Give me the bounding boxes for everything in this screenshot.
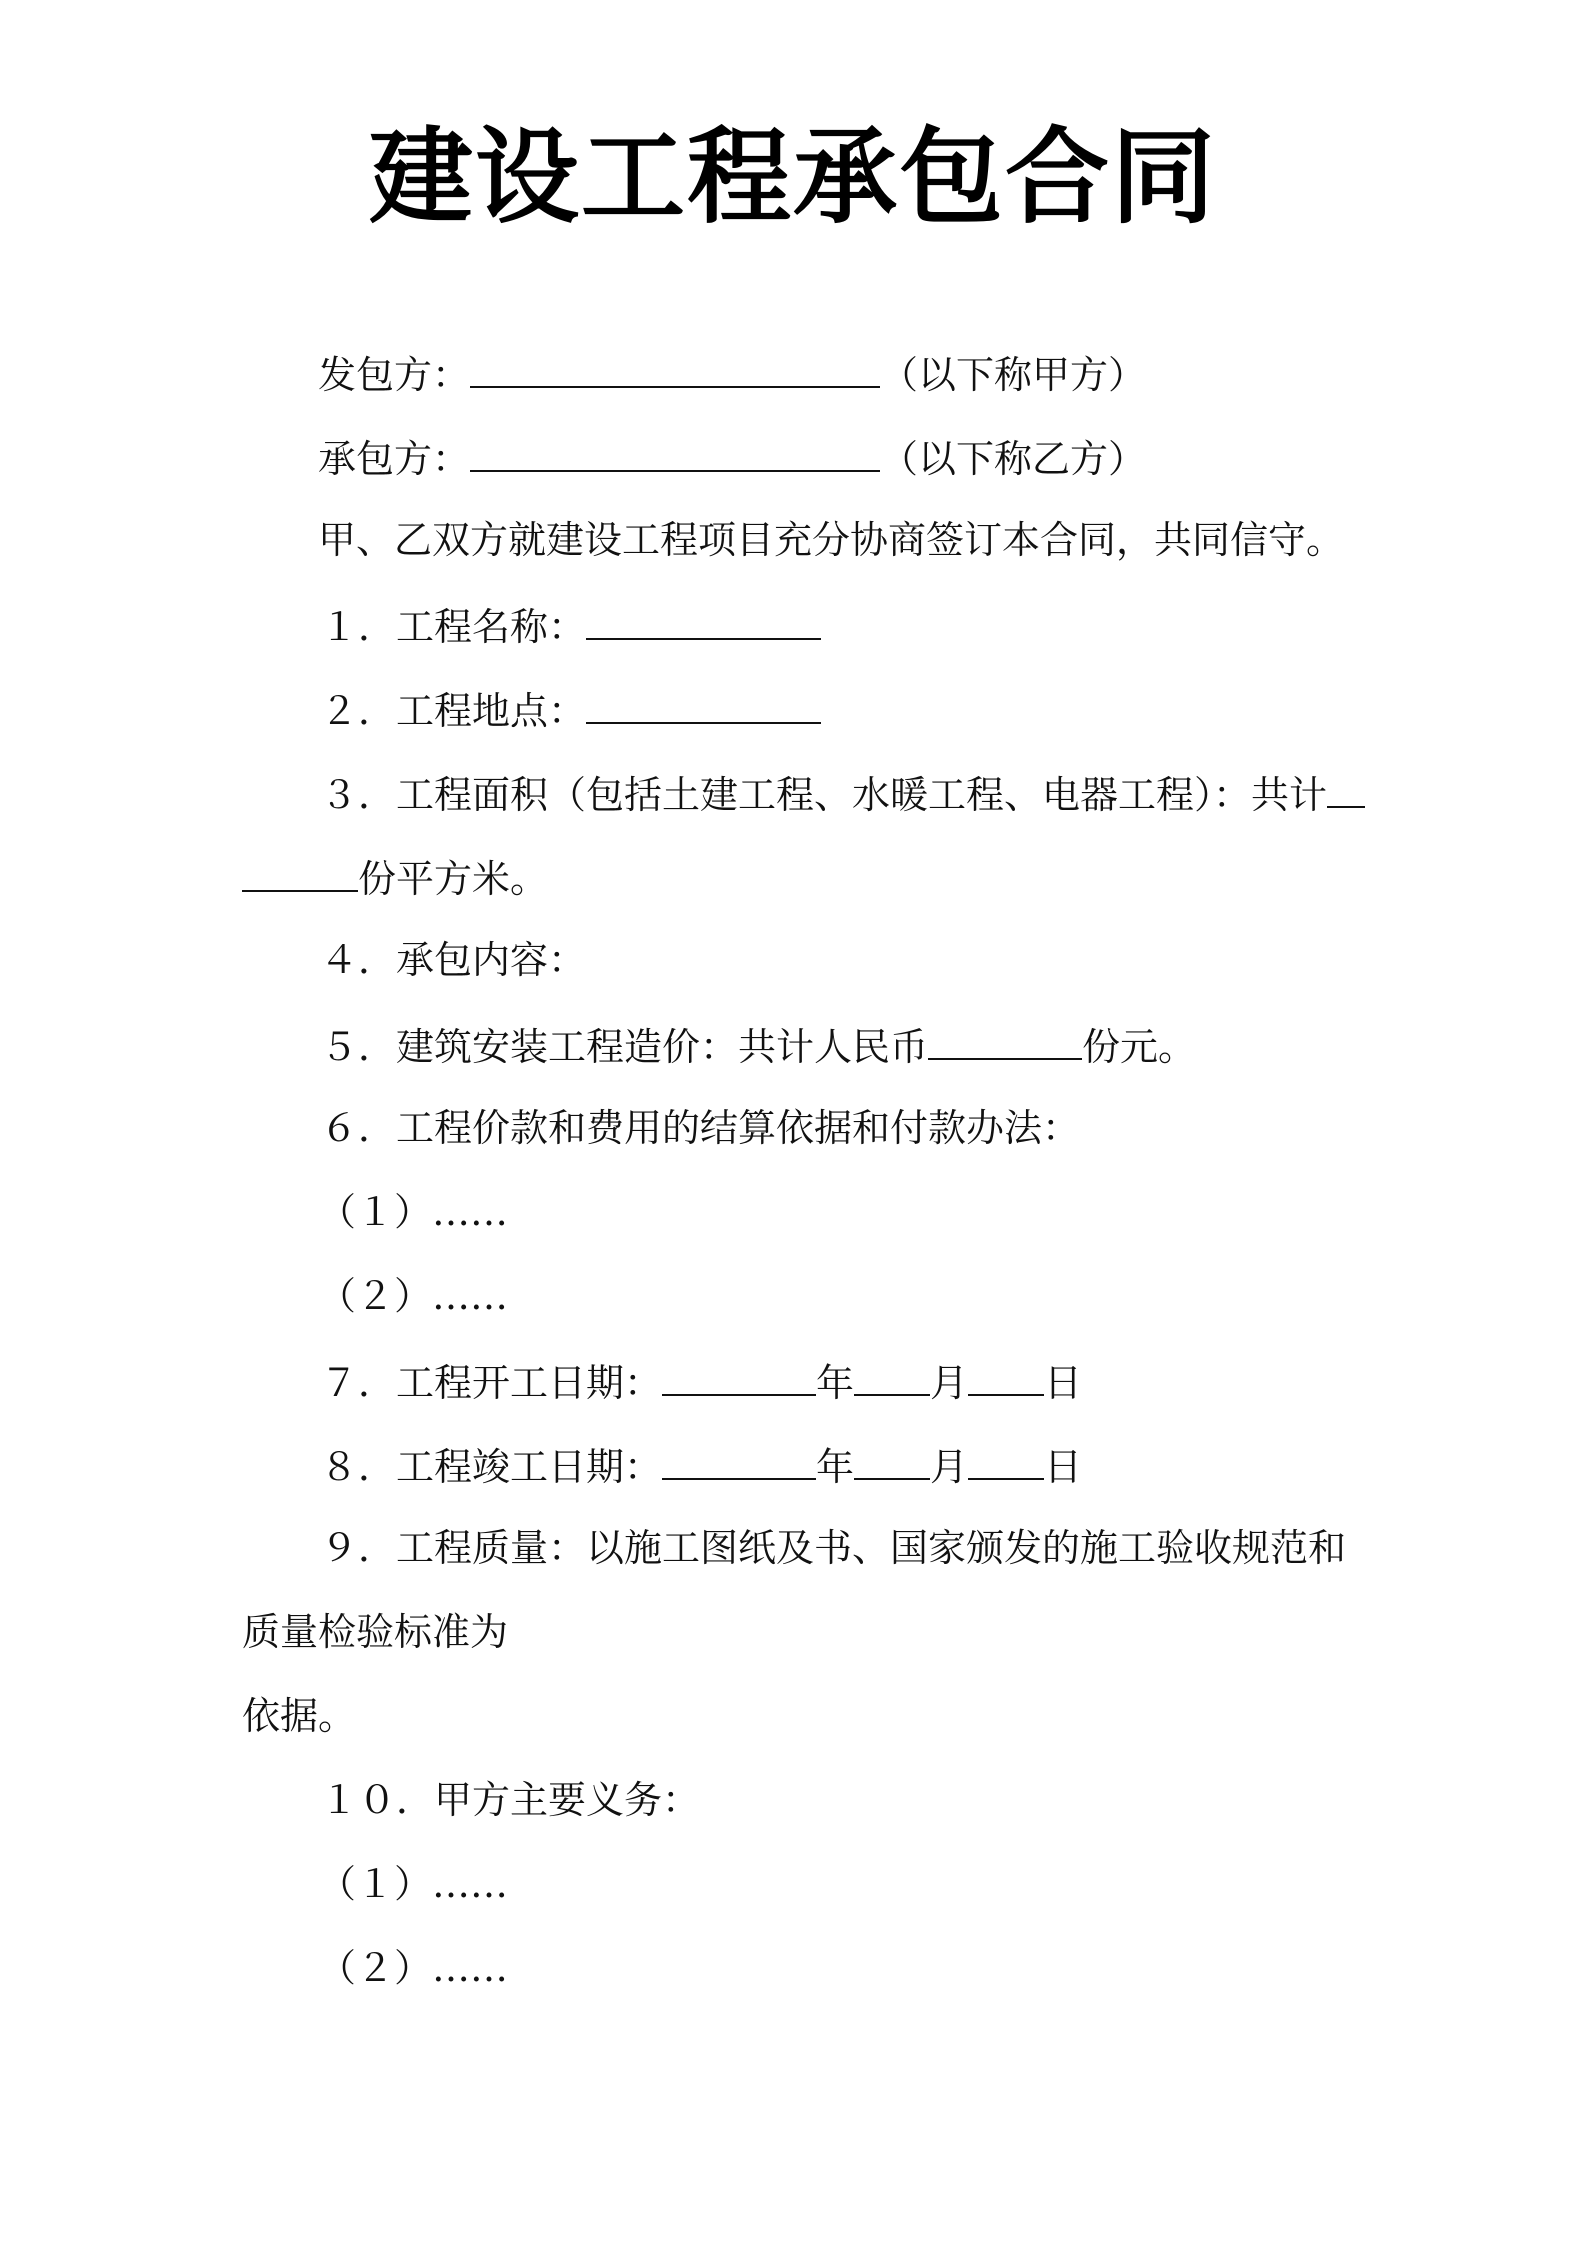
end-year-blank[interactable] xyxy=(662,1442,816,1480)
party-a-blank[interactable] xyxy=(470,350,880,388)
party-a-suffix: （以下称甲方） xyxy=(880,353,1147,398)
item-6-label: ６．工程价款和费用的结算依据和付款办法： xyxy=(320,1106,1081,1150)
item-7-line xyxy=(320,1358,1082,1407)
item-4-label: ４．承包内容： xyxy=(320,938,587,982)
document-title: 建设工程承包合同 xyxy=(368,115,1217,238)
party-b-line xyxy=(318,434,1146,483)
party-a-line xyxy=(318,350,1146,399)
item-3-label: ３．工程面积（包括土建工程、水暖工程、电器工程）：共计 xyxy=(320,773,1328,818)
start-day-unit: 日 xyxy=(1044,1361,1083,1406)
item-10-sub-1: （１）…… xyxy=(318,1862,509,1906)
price-blank[interactable] xyxy=(928,1022,1082,1060)
item-3-line-2 xyxy=(242,854,548,903)
start-year-unit: 年 xyxy=(816,1361,855,1406)
item-3-suffix: 份平方米。 xyxy=(358,857,549,902)
item-5-suffix: 份元。 xyxy=(1082,1025,1197,1070)
item-8-line xyxy=(320,1442,1082,1491)
item-10-sub-2: （２）…… xyxy=(318,1946,509,1990)
area-blank-start[interactable] xyxy=(1327,770,1365,808)
end-month-unit: 月 xyxy=(930,1445,969,1490)
item-2-line xyxy=(320,686,821,735)
end-year-unit: 年 xyxy=(816,1445,855,1490)
item-1-label: １．工程名称： xyxy=(320,605,587,650)
intro-text: 甲、乙双方就建设工程项目充分协商签订本合同，共同信守。 xyxy=(318,518,1345,562)
party-b-label: 承包方： xyxy=(318,437,471,482)
end-day-blank[interactable] xyxy=(968,1442,1044,1480)
item-6-sub-1: （１）…… xyxy=(318,1190,509,1234)
item-9-line-2: 质量检验标准为 xyxy=(242,1610,509,1654)
start-day-blank[interactable] xyxy=(968,1358,1044,1396)
item-9-line-3: 依据。 xyxy=(242,1694,357,1738)
project-location-blank[interactable] xyxy=(586,686,821,724)
item-8-label: ８．工程竣工日期： xyxy=(320,1445,663,1490)
start-year-blank[interactable] xyxy=(662,1358,816,1396)
end-day-unit: 日 xyxy=(1044,1445,1083,1490)
item-3-line xyxy=(320,770,1365,819)
item-7-label: ７．工程开工日期： xyxy=(320,1361,663,1406)
item-6-sub-2: （２）…… xyxy=(318,1274,509,1318)
item-10-label: １０．甲方主要义务： xyxy=(320,1778,701,1822)
project-name-blank[interactable] xyxy=(586,602,821,640)
item-2-label: ２．工程地点： xyxy=(320,689,587,734)
item-1-line xyxy=(320,602,821,651)
party-b-suffix: （以下称乙方） xyxy=(880,437,1147,482)
party-a-label: 发包方： xyxy=(318,353,471,398)
start-month-unit: 月 xyxy=(930,1361,969,1406)
end-month-blank[interactable] xyxy=(854,1442,930,1480)
start-month-blank[interactable] xyxy=(854,1358,930,1396)
item-5-line xyxy=(320,1022,1196,1071)
item-5-label: ５．建筑安装工程造价：共计人民币 xyxy=(320,1025,929,1070)
party-b-blank[interactable] xyxy=(470,434,880,472)
area-blank-end[interactable] xyxy=(242,854,358,892)
item-9-line-1: ９．工程质量：以施工图纸及书、国家颁发的施工验收规范和 xyxy=(320,1526,1347,1570)
